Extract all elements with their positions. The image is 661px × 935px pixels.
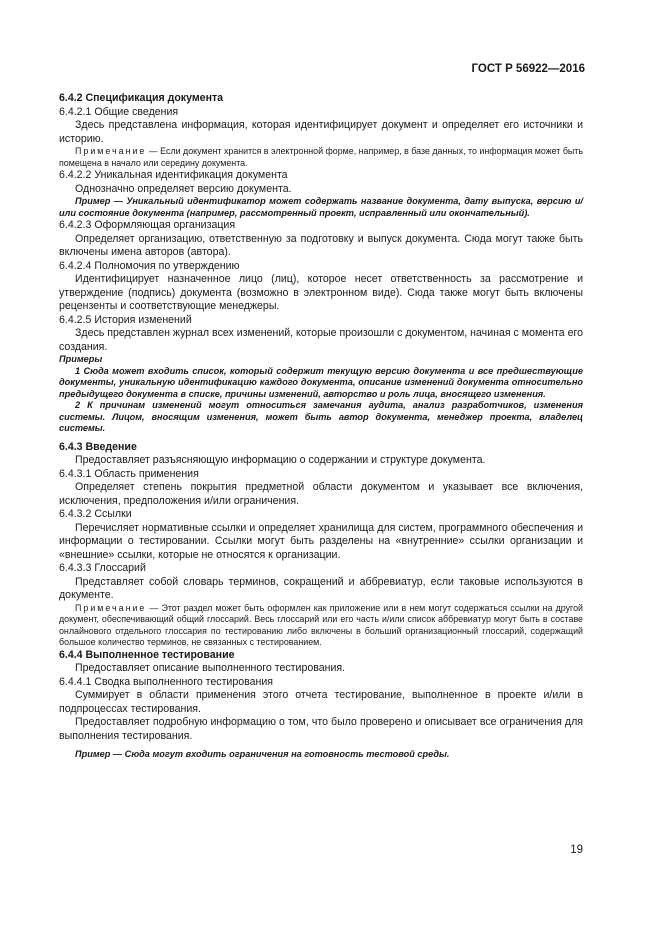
note-text: — Если документ хранится в электронной форме, например, в базе данных, то информация может быть помещена в начало или середину документа. bbox=[59, 146, 583, 168]
document-standard-header: ГОСТ Р 56922—2016 bbox=[471, 63, 585, 75]
subsection-title-6-4-3-1: 6.4.3.1 Область применения bbox=[59, 467, 199, 480]
page-number: 19 bbox=[570, 844, 583, 856]
paragraph: Однозначно определяет версию документа. bbox=[75, 182, 292, 195]
example: Пример — Уникальный идентификатор может содержать название документа, дату выпуска, версию и/или состояние документа (например, рассмотренный проект, исправленный или окончательный). bbox=[59, 196, 583, 218]
subsection-title-6-4-2-4: 6.4.2.4 Полномочия по утверждению bbox=[59, 259, 240, 272]
paragraph: Здесь представлена информация, которая идентифицирует документ и определяет его источники и историю. bbox=[59, 119, 583, 145]
subsection-title-6-4-2-1: 6.4.2.1 Общие сведения bbox=[59, 105, 179, 118]
note-label: Примечание bbox=[75, 602, 147, 613]
section-title-6-4-2: 6.4.2 Спецификация документа bbox=[59, 92, 224, 104]
paragraph: Идентифицирует назначенное лицо (лиц), которое несет ответственность за рассмотрение и утверждение (подпись) документа (возможно в электронном виде). Сюда также могут быть включены рецензенты и соответствующие менеджеры. bbox=[59, 273, 583, 312]
paragraph: Здесь представлен журнал всех изменений, которые произошли с документом, начиная с момента его создания. bbox=[59, 327, 583, 353]
paragraph: Представляет собой словарь терминов, сокращений и аббревиатур, если таковые используются в документе. bbox=[59, 575, 583, 601]
paragraph: Определяет степень покрытия предметной области документом и указывает все включения, исключения, предположения и/или ограничения. bbox=[59, 481, 583, 507]
example-item: 1 Сюда может входить список, который содержит текущую версию документа и все предшествующие документы, уникальную идентификацию каждого документа, описание изменений документа относительно предыдущего документа в списке, причины изменений, авторство и роль лица, вносящего изменения. bbox=[59, 365, 583, 399]
subsection-title-6-4-3-2: 6.4.3.2 Ссылки bbox=[59, 508, 132, 520]
paragraph: Предоставляет разъясняющую информацию о содержании и структуре документа. bbox=[75, 454, 486, 466]
note bbox=[59, 146, 583, 169]
subsection-title-6-4-2-2: 6.4.2.2 Уникальная идентификация документа bbox=[59, 169, 288, 181]
subsection-title-6-4-2-5: 6.4.2.5 История изменений bbox=[59, 313, 192, 326]
paragraph: Суммирует в области применения этого отчета тестирование, выполненное в проекте и/или в подпроцессах тестирования. bbox=[59, 689, 583, 715]
subsection-title-6-4-2-3: 6.4.2.3 Оформляющая организация bbox=[59, 219, 236, 231]
examples-heading: Примеры bbox=[59, 354, 103, 364]
note-text: — Этот раздел может быть оформлен как приложение или в нем могут содержаться ссылки на другой документ, обеспечивающий общий глоссарий. Весь глоссарий или его часть и/или список аббревиатур могут быть в составе онлайнового отдельного глоссария по тестированию либо включены в больший организационный глоссарий, содержащий большое количество терминов, не связанных с тестированием. bbox=[59, 602, 583, 647]
subsection-title-6-4-3-3: 6.4.3.3 Глоссарий bbox=[59, 562, 146, 574]
note bbox=[59, 603, 583, 649]
page-content bbox=[59, 92, 583, 761]
note-label: Примечание bbox=[75, 146, 147, 156]
example: Пример — Сюда могут входить ограничения на готовность тестовой среды. bbox=[75, 749, 450, 759]
section-title-6-4-3: 6.4.3 Введение bbox=[59, 440, 137, 453]
section-title-6-4-4: 6.4.4 Выполненное тестирование bbox=[59, 648, 235, 661]
paragraph: Определяет организацию, ответственную за подготовку и выпуск документа. Сюда могут также быть включены имена авторов (автора). bbox=[59, 232, 583, 258]
paragraph: Перечисляет нормативные ссылки и определяет хранилища для систем, программного обеспечения и информации о тестировании. Ссылки могут быть разделены на «внутренние» ссылки организации и «внешние» ссылки, которые не относятся к организации. bbox=[59, 521, 583, 561]
paragraph: Предоставляет подробную информацию о том, что было проверено и описывает все ограничения для выполнения тестирования. bbox=[59, 716, 583, 742]
subsection-title-6-4-4-1: 6.4.4.1 Сводка выполненного тестирования bbox=[59, 675, 274, 688]
paragraph: Предоставляет описание выполненного тестирования. bbox=[75, 662, 346, 674]
example-item: 2 К причинам изменений могут относиться замечания аудита, анализ разработчиков, изменения системы. Лицом, вносящим изменения, может быть автор документа, менеджер проекта, владелец системы. bbox=[59, 400, 583, 433]
